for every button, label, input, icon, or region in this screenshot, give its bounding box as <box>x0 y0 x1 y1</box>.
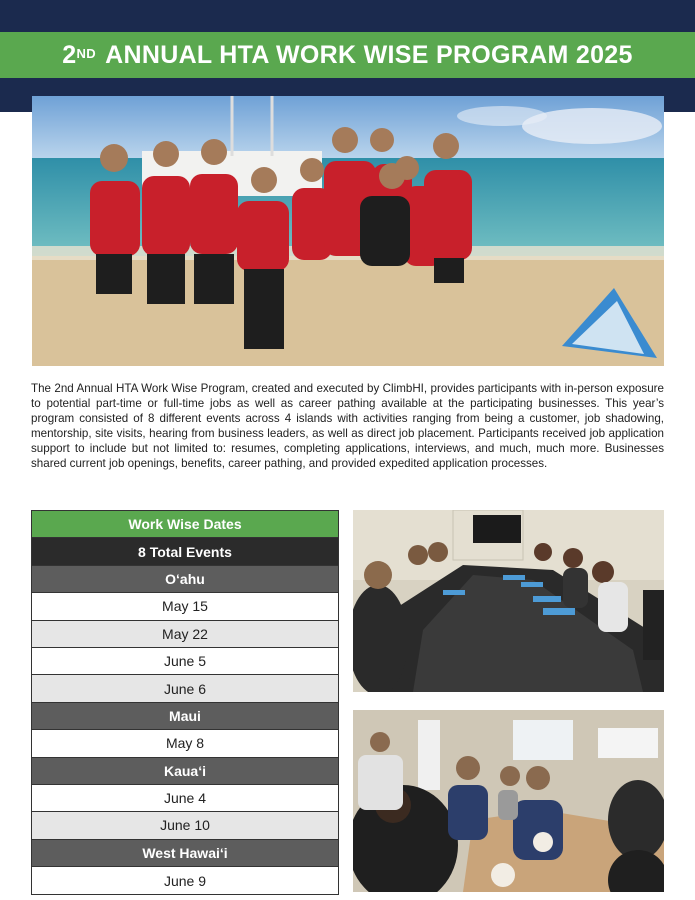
event-date: June 5 <box>32 648 338 675</box>
table-title: Work Wise Dates <box>32 511 338 538</box>
event-date: May 22 <box>32 621 338 648</box>
title-superscript: ND <box>76 45 96 61</box>
island-header: O‘ahu <box>32 566 338 593</box>
conference-room-photo <box>353 510 664 692</box>
event-date: June 10 <box>32 812 338 839</box>
total-events: 8 Total Events <box>32 538 338 565</box>
title-prefix: 2 <box>62 40 77 69</box>
work-wise-dates-table <box>31 510 339 895</box>
island-header: Kaua‘i <box>32 758 338 785</box>
group-activity-photo <box>353 710 664 892</box>
island-header: West Hawai‘i <box>32 840 338 867</box>
table-rows <box>32 566 338 895</box>
event-date: June 4 <box>32 785 338 812</box>
event-date: June 6 <box>32 675 338 702</box>
island-header: Maui <box>32 703 338 730</box>
event-date: June 9 <box>32 867 338 894</box>
beach-group-photo <box>32 96 664 366</box>
event-date: May 15 <box>32 593 338 620</box>
page-title <box>0 32 695 78</box>
event-date: May 8 <box>32 730 338 757</box>
program-description: The 2nd Annual HTA Work Wise Program, created and executed by ClimbHI, provides participants with in-person exposure to potential part-time or full-time jobs as well as career pathing available at the participating businesses. This year’s program consisted of 8 different events across 4 islands with activities ranging from being a customer, job shadowing, mentorship, site visits, hearing from business leaders, as well as direct job placement. Participants received job application support to include but not limited to: resumes, completing applications, interviews, and much, much more. Businesses shared current job openings, benefits, career pathing, and provided expedited application processes. <box>31 382 664 470</box>
title-rest: ANNUAL HTA WORK WISE PROGRAM 2025 <box>105 40 633 69</box>
